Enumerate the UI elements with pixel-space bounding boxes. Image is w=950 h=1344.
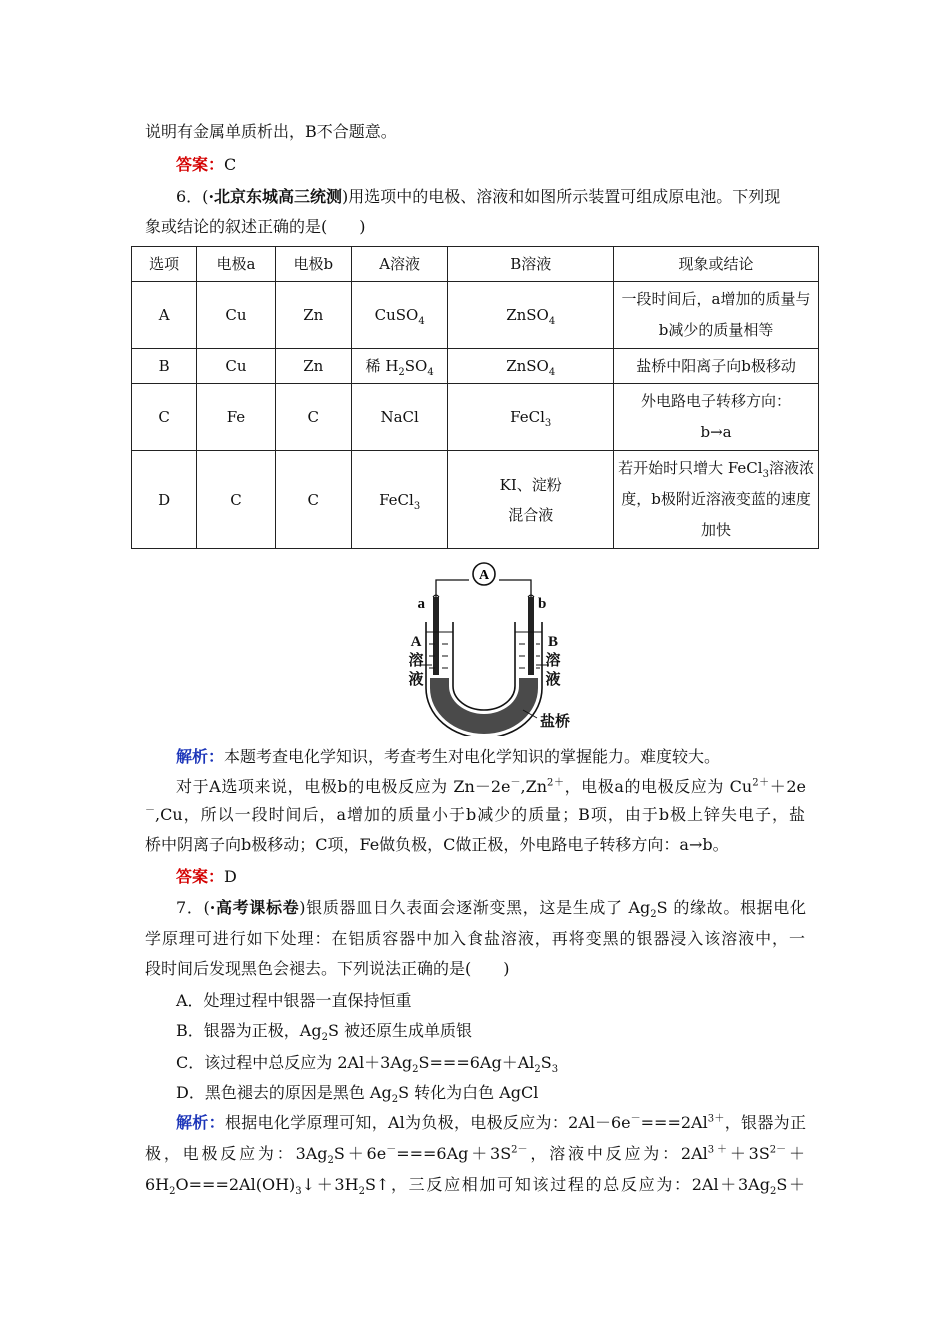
question-6-line1: 6．(·北京东城高三统测)用选项中的电极、溶液和如图所示装置可组成原电池。下列现 (176, 187, 781, 206)
option-d: D．黑色褪去的原因是黑色 $Ag_2S$ 转化为白色 AgCl (176, 1083, 539, 1106)
table-row: B Cu Zn 稀 $H_2SO_4$ ZnSO$_4$ 盐桥中阳离子向b极移动 (132, 349, 819, 384)
option-a: A．处理过程中银器一直保持恒重 (176, 991, 412, 1010)
svg-text:A: A (478, 568, 490, 583)
text-line: 说明有金属单质析出，B不合题意。 (145, 122, 397, 141)
table-row: A Cu Zn CuSO$_4$ ZnSO$_4$ 一段时间后，a增加的质量与b减少的质量相等 (132, 282, 819, 349)
question-7-line3: 段时间后发现黑色会褪去。下列说法正确的是( ) (145, 959, 510, 978)
analysis-6-line1: 解析：本题考查电化学知识，考查考生对电化学知识的掌握能力。难度较大。 (176, 747, 721, 766)
analysis-6-line3: －,Cu，所以一段时间后，a增加的质量小于b减少的质量；B项，由于b极上锌失电子，盐 (145, 805, 805, 824)
table-header-row: 选项 电极a 电极b A溶液 B溶液 现象或结论 (132, 247, 819, 282)
svg-text:a: a (417, 596, 425, 612)
analysis-6-line4: 桥中阴离子向b极移动；C项，Fe做负极，C做正极，外电路电子转移方向：a→b。 (145, 835, 729, 854)
svg-text:液: 液 (408, 672, 424, 688)
electrode-a (433, 597, 439, 675)
answer-line: 答案：D (176, 867, 237, 886)
answer-line: 答案：C (176, 155, 237, 174)
analysis-6-line2: 对于A选项来说，电极b的电极反应为 $Zn-2e^-,Zn^{2+}$，电极a的电极反应为 $Cu^{2+}+2e$ (176, 777, 806, 796)
svg-text:液: 液 (545, 672, 561, 688)
option-c: C．该过程中总反应为 $2Al+3Ag_2S===6Ag+Al_2S_3$ (176, 1053, 559, 1076)
option-b: B．银器为正极，$Ag_2S$ 被还原生成单质银 (176, 1021, 472, 1044)
question-6-line2: 象或结论的叙述正确的是( ) (145, 217, 366, 236)
svg-text:溶: 溶 (545, 653, 561, 669)
question-7-line2: 学原理可进行如下处理：在铝质容器中加入食盐溶液，再将变黑的银器浸入该溶液中，一 (145, 929, 805, 948)
svg-text:b: b (538, 596, 547, 612)
answer-label: 答案： (176, 155, 225, 174)
question-7-line1: 7．(·高考课标卷)银质器皿日久表面会逐渐变黑，这是生成了 $Ag_2S$ 的缘故。根据电化 (176, 898, 806, 921)
answer-label: 答案： (176, 867, 225, 886)
svg-text:B: B (547, 634, 559, 650)
electrode-b (528, 597, 534, 675)
svg-text:A: A (410, 634, 422, 650)
svg-text:溶: 溶 (408, 653, 424, 669)
analysis-7-line2: 极，电极反应为：$3Ag_2S+6e^-===6Ag+3S^{2-}$，溶液中反应为：$2Al^{3+}+3S^{2-}+$ (145, 1144, 805, 1167)
wire-right (499, 580, 531, 597)
analysis-7-line1: 解析：根据电化学原理可知，Al为负极，电极反应为：$2Al-6e^-===2Al^{3+}$，银器为正 (176, 1113, 806, 1132)
analysis-7-line3: $6H_2O===2Al(OH)_3↓+3H_2S↑$，三反应相加可知该过程的总反应为：$2Al+3Ag_2S+$ (145, 1175, 805, 1198)
table-row: C Fe C NaCl FeCl$_3$ 外电路电子转移方向： b→a (132, 384, 819, 451)
wire-left (436, 580, 469, 597)
table-row: D C C FeCl$_3$ KI、淀粉 混合液 若开始时只增大 FeCl$_3$溶液浓度，b极附近溶液变蓝的速度加快 (132, 451, 819, 549)
options-table (131, 246, 819, 549)
galvanic-cell-diagram (395, 560, 585, 736)
svg-text:盐桥: 盐桥 (540, 714, 571, 730)
